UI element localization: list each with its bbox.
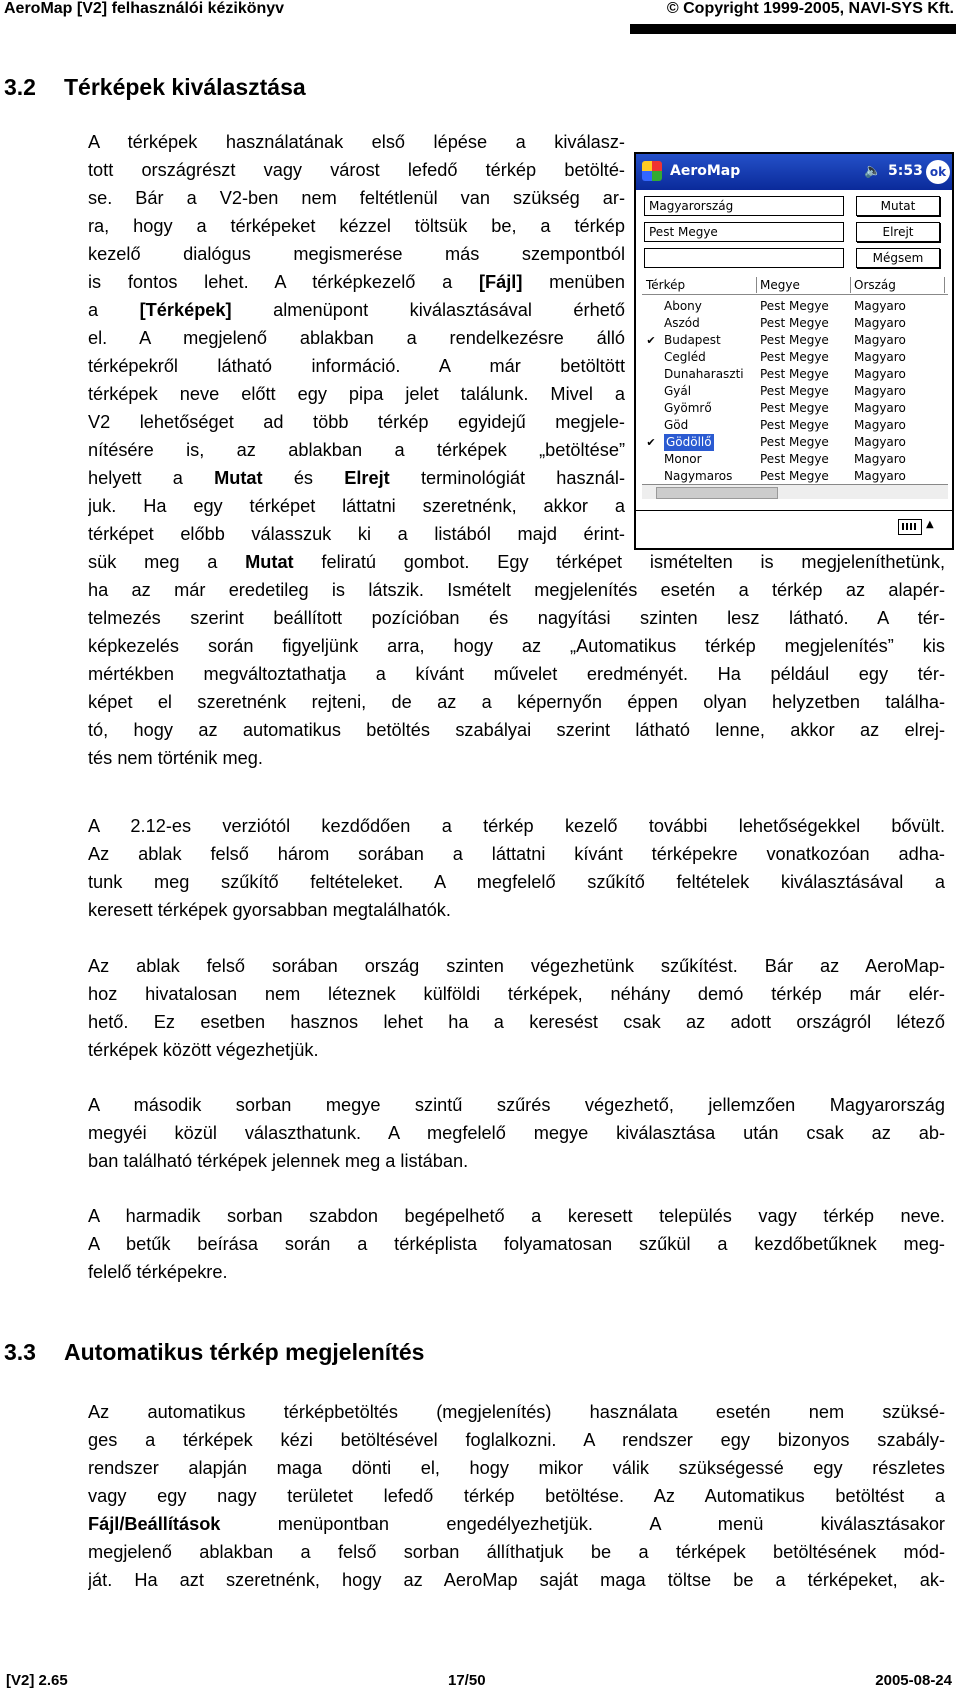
map-list-row[interactable] [642, 400, 948, 417]
section-heading-3-2 [4, 74, 306, 101]
footer-date: 2005-08-24 [875, 1672, 952, 1689]
map-list-row[interactable] [642, 298, 948, 315]
horizontal-scrollbar[interactable] [642, 484, 948, 499]
map-name: Gyömrő [664, 401, 712, 415]
header-title: AeroMap [V2] felhasználói kézikönyv [4, 0, 285, 17]
header-copyright: © Copyright 1999-2005, NAVI-SYS Kft. [666, 0, 954, 17]
section-title: Térképek kiválasztása [64, 74, 306, 100]
text-line: ha az már eredetileg is látszik. Ismételt megjelenítés esetén a térkép az alapér- [88, 580, 945, 600]
text-fragment: feliratú gombot. Egy térképet ismételten is megjeleníthetünk, [321, 552, 945, 572]
aeromap-map-manager-screenshot [634, 152, 954, 550]
text-line [88, 1510, 945, 1538]
map-country: Magyaro [854, 350, 906, 364]
section-number: 3.3 [4, 1339, 36, 1365]
text-line: megjelenő ablakban a felső sorban állíthatjuk be a térképek betöltésének mód- [88, 1542, 945, 1562]
text-line: A második sorban megye szintű szűrés végezhető, jellemzően Magyarország [88, 1095, 945, 1115]
map-county: Pest Megye [760, 452, 829, 466]
map-country: Magyaro [854, 367, 906, 381]
bold-term: [Térképek] [139, 300, 232, 320]
text-line [88, 268, 625, 296]
text-line: tés nem történik meg. [88, 748, 263, 768]
map-list-row[interactable] [642, 332, 948, 349]
map-name: Nagymaros [664, 469, 733, 483]
map-name: Cegléd [664, 350, 706, 364]
text-line [88, 296, 625, 324]
text-line: vagy egy nagy területet lefedő térkép betöltése. Az Automatikus betöltést a [88, 1486, 945, 1506]
text-line: hoz hivatalosan nem léteznek külföldi térképek, néhány demó térkép már elér- [88, 984, 945, 1004]
speaker-icon[interactable]: 🔈 [864, 163, 882, 179]
map-list-row[interactable] [642, 434, 948, 451]
bold-term: Mutat [245, 552, 294, 572]
text-line: juk. Ha egy térképet láttatni szeretnénk, akkor a [88, 496, 625, 516]
section-title: Automatikus térkép megjelenítés [64, 1339, 425, 1365]
text-fragment: terminológiát használ- [420, 468, 625, 488]
text-fragment: helyett a [88, 468, 183, 488]
text-line: térképet előbb válasszuk ki a listából majd érint- [88, 524, 625, 544]
keyboard-icon[interactable] [898, 519, 922, 535]
text-line: se. Bár a V2-ben nem feltétlenül van szükség ar- [88, 188, 625, 208]
text-line: V2 lehetőséget ad több térkép egyidejű megjele- [88, 412, 625, 432]
paragraph-3 [88, 952, 945, 1064]
ok-button[interactable]: ok [926, 160, 950, 184]
list-header [642, 276, 948, 295]
map-county: Pest Megye [760, 469, 829, 483]
text-line: Az automatikus térképbetöltés (megjelenítés) használata esetén nem szüksé- [88, 1402, 945, 1422]
paragraph-5 [88, 1202, 945, 1286]
text-fragment: sük meg a [88, 552, 218, 572]
header-bar [630, 24, 956, 34]
paragraph-6 [88, 1398, 945, 1594]
column-header-country[interactable]: Ország [850, 277, 945, 293]
bold-term: [Fájl] [478, 272, 523, 292]
text-line: A betűk beírása során a térképlista folyamatosan szűkül a kezdőbetűknek meg- [88, 1234, 945, 1254]
windows-logo-icon[interactable] [642, 161, 662, 181]
section-heading-3-3 [4, 1339, 424, 1366]
bold-term: Mutat [214, 468, 263, 488]
map-name: Göd [664, 418, 689, 432]
map-country: Magyaro [854, 384, 906, 398]
map-country: Magyaro [854, 435, 906, 449]
text-line: hető. Ez esetben hasznos lehet ha a keresést csak az adott országról létező [88, 1012, 945, 1032]
map-county: Pest Megye [760, 435, 829, 449]
scrollbar-thumb[interactable] [656, 487, 778, 499]
map-name: Dunaharaszti [664, 367, 744, 381]
map-county: Pest Megye [760, 384, 829, 398]
paragraph-1-continued [88, 548, 945, 772]
map-list-row[interactable] [642, 383, 948, 400]
text-line: tott országrészt vagy várost lefedő térkép betölté- [88, 160, 625, 180]
paragraph-4 [88, 1091, 945, 1175]
text-line: térképekről látható információ. A már betöltött [88, 356, 625, 376]
footer-version: [V2] 2.65 [6, 1672, 68, 1689]
show-button[interactable]: Mutat [856, 196, 940, 216]
map-county: Pest Megye [760, 418, 829, 432]
name-filter-field[interactable] [644, 248, 844, 268]
text-line: ges a térképek kézi betöltésével foglalkozni. A rendszer egy bizonyos szabály- [88, 1430, 945, 1450]
map-name: Monor [664, 452, 702, 466]
text-line: keresett térképek gyorsabban megtalálhatók. [88, 900, 451, 920]
checkmark-icon[interactable]: ✔ [646, 436, 656, 449]
map-name: Budapest [664, 333, 721, 347]
map-list-row[interactable] [642, 417, 948, 434]
text-fragment: a [88, 300, 99, 320]
text-line: tó, hogy az automatikus betöltés szabályai szerint látható lenne, akkor az elrej- [88, 720, 945, 740]
cancel-button[interactable]: Mégsem [856, 248, 940, 268]
county-filter-field[interactable]: Pest Megye [644, 222, 844, 242]
map-list-row[interactable] [642, 451, 948, 468]
checkmark-icon[interactable]: ✔ [646, 334, 656, 347]
text-line: felelő térképekre. [88, 1262, 228, 1282]
text-line: ban található térképek jelennek meg a listában. [88, 1151, 469, 1171]
text-fragment: és [293, 468, 314, 488]
footer-page-number: 17/50 [448, 1672, 486, 1689]
text-line [88, 464, 625, 492]
text-line: képet el szeretnénk rejteni, de az a képernyőn éppen olyan helyzetben találha- [88, 692, 945, 712]
pda-title-bar [636, 154, 952, 190]
map-list-row[interactable] [642, 366, 948, 383]
text-line: ra, hogy a térképeket kézzel töltsük be, a térkép [88, 216, 625, 236]
pda-clock: 5:53 [888, 163, 923, 179]
map-county: Pest Megye [760, 333, 829, 347]
intro-paragraph [88, 128, 625, 548]
map-county: Pest Megye [760, 401, 829, 415]
bold-term: Elrejt [344, 468, 390, 488]
text-line [88, 548, 945, 576]
text-line: Az ablak felső sorában ország szinten végezhetünk szűkítést. Bár az AeroMap- [88, 956, 945, 976]
text-fragment: menüben [549, 272, 625, 292]
text-line: térképek között végezhetjük. [88, 1040, 319, 1060]
map-list-row[interactable] [642, 349, 948, 366]
text-line: A 2.12-es verziótól kezdődően a térkép kezelő további lehetőségekkel bővült. [88, 816, 945, 836]
map-county: Pest Megye [760, 367, 829, 381]
map-list-row[interactable] [642, 315, 948, 332]
map-list-row[interactable] [642, 468, 948, 485]
map-county: Pest Megye [760, 350, 829, 364]
text-line: megyéi közül választhatunk. A megfelelő megye kiválasztása után csak az ab- [88, 1123, 945, 1143]
text-line: el. A megjelenő ablakban a rendelkezésre álló [88, 328, 625, 348]
paragraph-2 [88, 812, 945, 924]
map-name: Abony [664, 299, 702, 313]
text-line: A térképek használatának első lépése a kiválasz- [88, 132, 625, 152]
text-line: térképek neve előtt egy pipa jelet találunk. Mivel a [88, 384, 625, 404]
map-country: Magyaro [854, 333, 906, 347]
page-header [0, 0, 960, 22]
column-header-map[interactable]: Térkép [642, 277, 757, 293]
map-name: Gödöllő [666, 435, 712, 449]
map-name: Aszód [664, 316, 700, 330]
text-line: rendszer alapján maga dönti el, hogy mikor válik szükségessé egy részletes [88, 1458, 945, 1478]
hide-button[interactable]: Elrejt [856, 222, 940, 242]
text-line: képkezelés során figyeljünk arra, hogy az „Automatikus térkép megjelenítés” kis [88, 636, 945, 656]
map-country: Magyaro [854, 299, 906, 313]
text-fragment: almenüpont kiválasztásával érhető [273, 300, 625, 320]
country-filter-field[interactable]: Magyarország [644, 196, 844, 216]
text-line: A harmadik sorban szabdon begépelhető a keresett település vagy térkép neve. [88, 1206, 945, 1226]
text-line: tunk meg szűkítő feltételeket. A megfelelő szűkítő feltételek kiválasztásával a [88, 872, 945, 892]
map-country: Magyaro [854, 418, 906, 432]
column-header-county[interactable]: Megye [756, 277, 851, 293]
map-country: Magyaro [854, 452, 906, 466]
text-fragment: menüpontban engedélyezhetjük. A menü kiválasztásakor [277, 1514, 945, 1534]
bold-term: Fájl/Beállítások [88, 1514, 221, 1534]
map-county: Pest Megye [760, 316, 829, 330]
pda-app-title: AeroMap [670, 163, 741, 179]
text-line: kezelő dialógus megismerése más szempontból [88, 244, 625, 264]
text-fragment: is fontos lehet. A térképkezelő a [88, 272, 453, 292]
text-line: ját. Ha azt szeretnénk, hogy az AeroMap saját maga töltse be a térképeket, ak- [88, 1570, 945, 1590]
chevron-up-icon[interactable]: ▲ [926, 519, 934, 530]
text-line: nítésére is, az ablakban a térképek „betöltése” [88, 440, 625, 460]
soft-input-bar [636, 510, 952, 549]
section-number: 3.2 [4, 74, 36, 100]
map-name: Gyál [664, 384, 692, 398]
map-country: Magyaro [854, 401, 906, 415]
text-line: Az ablak felső három sorában a láttatni kívánt térképekre vonatkozóan adha- [88, 844, 945, 864]
text-line: mértékben megváltoztathatja a kívánt művelet eredményét. Ha például egy tér- [88, 664, 945, 684]
map-county: Pest Megye [760, 299, 829, 313]
map-country: Magyaro [854, 316, 906, 330]
text-line: telmezés szerint beállított pozícióban és nagyítási szinten lesz látható. A tér- [88, 608, 945, 628]
map-country: Magyaro [854, 469, 906, 483]
